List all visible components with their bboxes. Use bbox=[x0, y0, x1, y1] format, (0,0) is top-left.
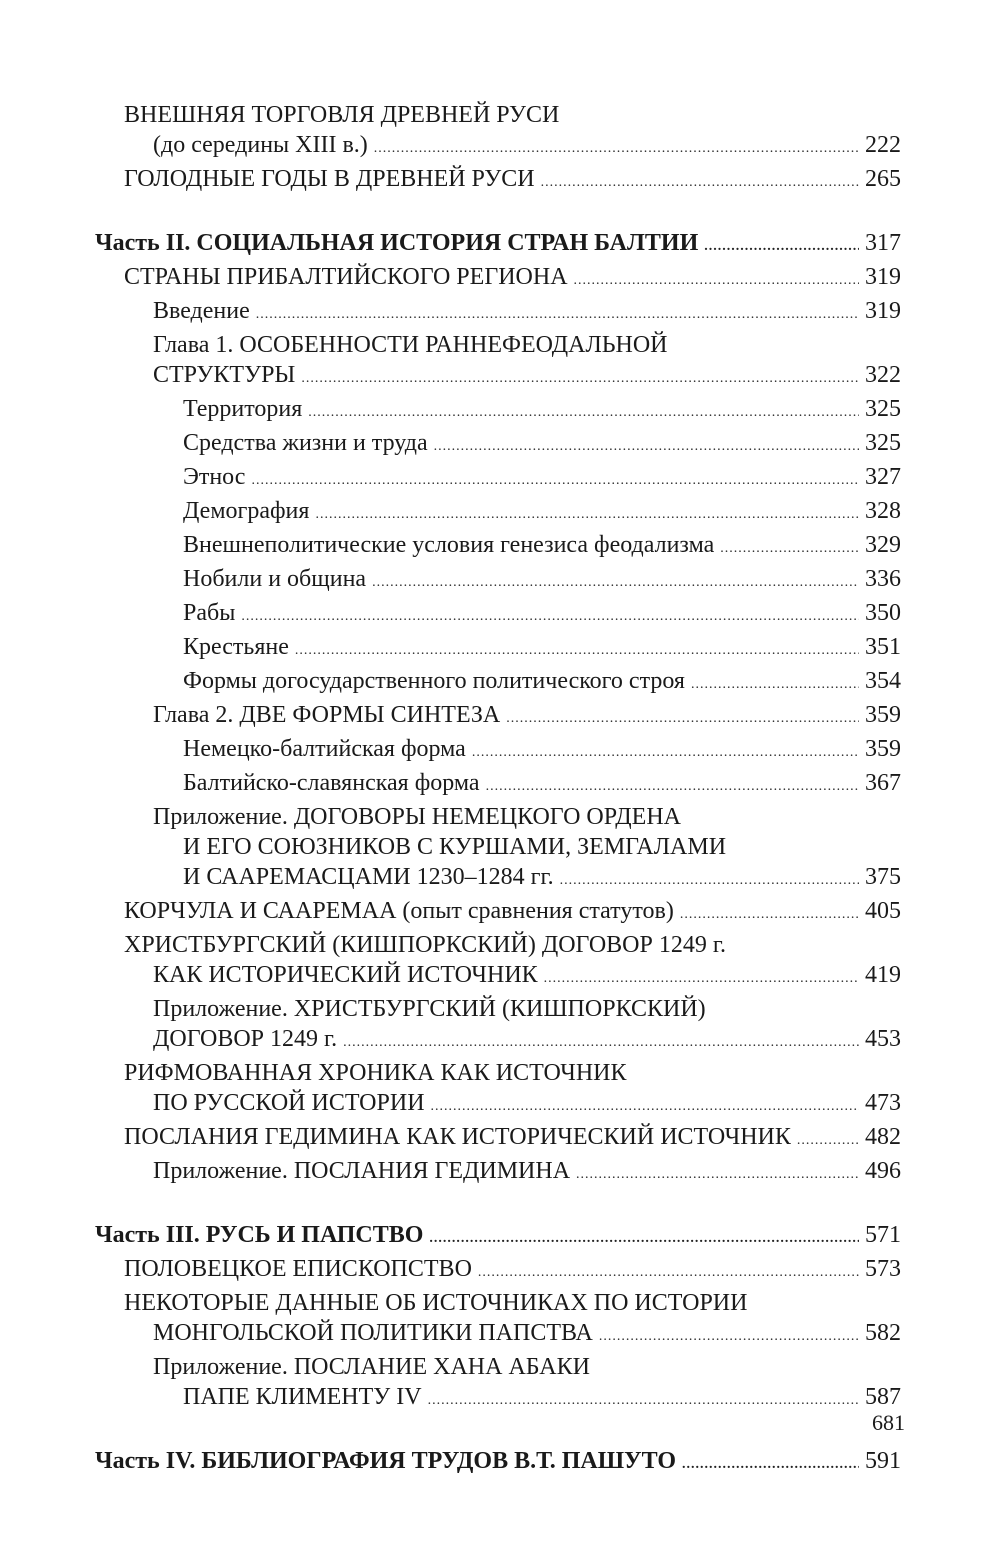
toc-line bbox=[95, 564, 901, 598]
toc-entry bbox=[95, 666, 901, 700]
toc-page-number: 482 bbox=[865, 1124, 901, 1150]
toc-line bbox=[95, 428, 901, 462]
toc-page-number: 322 bbox=[865, 362, 901, 388]
toc-entry bbox=[95, 768, 901, 802]
toc-title: Демография bbox=[183, 498, 310, 524]
toc-line bbox=[95, 1254, 901, 1288]
toc-line bbox=[95, 960, 901, 994]
dot-leader bbox=[472, 738, 859, 768]
toc-line bbox=[95, 832, 901, 862]
toc-title: Приложение. ПОСЛАНИЯ ГЕДИМИНА bbox=[153, 1158, 571, 1184]
toc-line bbox=[95, 296, 901, 330]
toc-title: ДОГОВОР 1249 г. bbox=[153, 1026, 338, 1052]
toc-title: ПОЛОВЕЦКОЕ ЕПИСКОПСТВО bbox=[124, 1256, 472, 1282]
toc-entry bbox=[95, 394, 901, 428]
toc-page-number: 325 bbox=[865, 430, 901, 456]
toc-page-number: 327 bbox=[865, 464, 901, 490]
toc-page-number: 329 bbox=[865, 532, 901, 558]
toc-entry bbox=[95, 1352, 901, 1416]
toc-entry bbox=[95, 1058, 901, 1122]
toc-title: Часть III. РУСЬ И ПАПСТВО bbox=[95, 1222, 424, 1248]
toc-entry bbox=[95, 632, 901, 666]
toc-entry bbox=[95, 1122, 901, 1156]
toc-line bbox=[95, 130, 901, 164]
toc-title: КАК ИСТОРИЧЕСКИЙ ИСТОЧНИК bbox=[153, 962, 538, 988]
toc-title: ПАПЕ КЛИМЕНТУ IV bbox=[183, 1384, 422, 1410]
dot-leader bbox=[295, 636, 859, 666]
toc-title: Немецко-балтийская форма bbox=[183, 736, 466, 762]
toc-line bbox=[95, 530, 901, 564]
toc-line bbox=[95, 1088, 901, 1122]
toc-page-number: 325 bbox=[865, 396, 901, 422]
dot-leader bbox=[343, 1028, 859, 1058]
toc-line bbox=[95, 100, 901, 130]
toc-page-number: 336 bbox=[865, 566, 901, 592]
toc-title: МОНГОЛЬСКОЙ ПОЛИТИКИ ПАПСТВА bbox=[153, 1320, 593, 1346]
toc-line bbox=[95, 164, 901, 198]
toc-entry bbox=[95, 1254, 901, 1288]
toc-page-number: 419 bbox=[865, 962, 901, 988]
toc-title: Нобили и община bbox=[183, 566, 367, 592]
toc-line bbox=[95, 1318, 901, 1352]
dot-leader bbox=[720, 534, 859, 564]
toc-title: СТРАНЫ ПРИБАЛТИЙСКОГО РЕГИОНА bbox=[124, 264, 568, 290]
toc-title: Крестьяне bbox=[183, 634, 289, 660]
toc-title: ХРИСТБУРГСКИЙ (КИШПОРКСКИЙ) ДОГОВОР 1249 г. bbox=[124, 932, 726, 958]
dot-leader bbox=[256, 300, 859, 330]
toc-page-number: 328 bbox=[865, 498, 901, 524]
toc-line bbox=[95, 394, 901, 428]
toc-page-number: 354 bbox=[865, 668, 901, 694]
toc-entry bbox=[95, 994, 901, 1058]
toc-line bbox=[95, 462, 901, 496]
toc-entry bbox=[95, 530, 901, 564]
toc-entry bbox=[95, 428, 901, 462]
toc-page-number: 350 bbox=[865, 600, 901, 626]
toc-line bbox=[95, 862, 901, 896]
dot-leader bbox=[374, 134, 859, 164]
dot-leader bbox=[308, 398, 859, 428]
dot-leader bbox=[541, 168, 859, 198]
dot-leader bbox=[241, 602, 859, 632]
toc-entry bbox=[95, 462, 901, 496]
toc-line bbox=[95, 360, 901, 394]
toc-title: Введение bbox=[153, 298, 250, 324]
toc-entry bbox=[95, 496, 901, 530]
dot-leader bbox=[428, 1386, 859, 1416]
toc-title: Приложение. ПОСЛАНИЕ ХАНА АБАКИ bbox=[153, 1354, 590, 1380]
toc-page-number: 573 bbox=[865, 1256, 901, 1282]
toc-line bbox=[95, 262, 901, 296]
toc-title: Средства жизни и труда bbox=[183, 430, 428, 456]
toc-line bbox=[95, 994, 901, 1024]
toc-title: КОРЧУЛА И СААРЕМАА (опыт сравнения статутов) bbox=[124, 898, 674, 924]
toc-entry bbox=[95, 896, 901, 930]
dot-leader bbox=[429, 1224, 859, 1254]
toc-title: Часть IV. БИБЛИОГРАФИЯ ТРУДОВ В.Т. ПАШУТО bbox=[95, 1448, 677, 1474]
dot-leader bbox=[680, 900, 859, 930]
toc-part-entry bbox=[95, 1446, 901, 1480]
toc-page-number: 319 bbox=[865, 298, 901, 324]
toc-entry bbox=[95, 734, 901, 768]
toc-entry bbox=[95, 1288, 901, 1352]
toc-title: Балтийско-славянская форма bbox=[183, 770, 480, 796]
toc-part-entry bbox=[95, 228, 901, 262]
dot-leader bbox=[560, 866, 859, 896]
page-number: 681 bbox=[872, 1410, 905, 1435]
toc-line bbox=[95, 700, 901, 734]
toc-title: РИФМОВАННАЯ ХРОНИКА КАК ИСТОЧНИК bbox=[124, 1060, 627, 1086]
toc-line bbox=[95, 930, 901, 960]
toc-line bbox=[95, 330, 901, 360]
toc-title: НЕКОТОРЫЕ ДАННЫЕ ОБ ИСТОЧНИКАХ ПО ИСТОРИИ bbox=[124, 1290, 748, 1316]
toc-title: Приложение. ДОГОВОРЫ НЕМЕЦКОГО ОРДЕНА bbox=[153, 804, 681, 830]
toc-page-number: 496 bbox=[865, 1158, 901, 1184]
toc-line bbox=[95, 896, 901, 930]
toc-title: И СААРЕМАСЦАМИ 1230–1284 гг. bbox=[183, 864, 554, 890]
toc-page-number: 222 bbox=[865, 132, 901, 158]
toc-line bbox=[95, 1288, 901, 1318]
dot-leader bbox=[544, 964, 859, 994]
toc-entry bbox=[95, 930, 901, 994]
toc-page-number: 265 bbox=[865, 166, 901, 192]
toc-line bbox=[95, 1220, 901, 1254]
toc-line bbox=[95, 1382, 901, 1416]
toc-title: Формы догосударственного политического строя bbox=[183, 668, 685, 694]
toc-title: Рабы bbox=[183, 600, 236, 626]
toc-title: СТРУКТУРЫ bbox=[153, 362, 296, 388]
toc-line bbox=[95, 228, 901, 262]
toc-entry bbox=[95, 700, 901, 734]
dot-leader bbox=[434, 432, 859, 462]
toc-title: Внешнеполитические условия генезиса феодализма bbox=[183, 532, 715, 558]
toc-line bbox=[95, 598, 901, 632]
toc-page-number: 405 bbox=[865, 898, 901, 924]
dot-leader bbox=[704, 232, 859, 262]
toc-line bbox=[95, 1024, 901, 1058]
toc-page-number: 587 bbox=[865, 1384, 901, 1410]
toc-line bbox=[95, 666, 901, 700]
toc-line bbox=[95, 1122, 901, 1156]
toc-entry bbox=[95, 296, 901, 330]
dot-leader bbox=[315, 500, 859, 530]
dot-leader bbox=[431, 1092, 859, 1122]
dot-leader bbox=[486, 772, 859, 802]
toc-line bbox=[95, 768, 901, 802]
toc-page-number: 591 bbox=[865, 1448, 901, 1474]
dot-leader bbox=[251, 466, 859, 496]
toc-title: Этнос bbox=[183, 464, 246, 490]
dot-leader bbox=[574, 266, 859, 296]
toc-page-number: 359 bbox=[865, 702, 901, 728]
toc-line bbox=[95, 802, 901, 832]
toc-page-number: 473 bbox=[865, 1090, 901, 1116]
toc-page-number: 359 bbox=[865, 736, 901, 762]
toc-entry bbox=[95, 164, 901, 198]
toc-entry bbox=[95, 100, 901, 164]
toc-part-entry bbox=[95, 1220, 901, 1254]
toc-line bbox=[95, 1156, 901, 1190]
toc-line bbox=[95, 1352, 901, 1382]
toc-line bbox=[95, 1058, 901, 1088]
toc-line bbox=[95, 1446, 901, 1480]
dot-leader bbox=[301, 364, 859, 394]
toc-entry bbox=[95, 1156, 901, 1190]
dot-leader bbox=[478, 1258, 859, 1288]
toc-page-number: 351 bbox=[865, 634, 901, 660]
dot-leader bbox=[691, 670, 859, 700]
toc-entry bbox=[95, 330, 901, 394]
dot-leader bbox=[797, 1126, 859, 1156]
toc-page-number: 582 bbox=[865, 1320, 901, 1346]
toc-page-number: 319 bbox=[865, 264, 901, 290]
dot-leader bbox=[599, 1322, 859, 1352]
dot-leader bbox=[682, 1450, 859, 1480]
toc-title: И ЕГО СОЮЗНИКОВ С КУРШАМИ, ЗЕМГАЛАМИ bbox=[183, 834, 727, 860]
table-of-contents bbox=[95, 100, 901, 1480]
toc-line bbox=[95, 496, 901, 530]
toc-title: ПОСЛАНИЯ ГЕДИМИНА КАК ИСТОРИЧЕСКИЙ ИСТОЧНИК bbox=[124, 1124, 791, 1150]
toc-page-number: 453 bbox=[865, 1026, 901, 1052]
toc-title: Территория bbox=[183, 396, 303, 422]
toc-entry bbox=[95, 564, 901, 598]
toc-line bbox=[95, 734, 901, 768]
toc-page-number: 367 bbox=[865, 770, 901, 796]
toc-title: ГОЛОДНЫЕ ГОДЫ В ДРЕВНЕЙ РУСИ bbox=[124, 166, 535, 192]
toc-entry bbox=[95, 598, 901, 632]
toc-entry bbox=[95, 262, 901, 296]
toc-page-number: 571 bbox=[865, 1222, 901, 1248]
toc-page-number: 375 bbox=[865, 864, 901, 890]
dot-leader bbox=[576, 1160, 859, 1190]
toc-title: Часть II. СОЦИАЛЬНАЯ ИСТОРИЯ СТРАН БАЛТИИ bbox=[95, 230, 699, 256]
toc-title: Глава 1. ОСОБЕННОСТИ РАННЕФЕОДАЛЬНОЙ bbox=[153, 332, 668, 358]
toc-page-number: 317 bbox=[865, 230, 901, 256]
toc-title: ВНЕШНЯЯ ТОРГОВЛЯ ДРЕВНЕЙ РУСИ bbox=[124, 102, 560, 128]
toc-line bbox=[95, 632, 901, 666]
toc-title: Приложение. ХРИСТБУРГСКИЙ (КИШПОРКСКИЙ) bbox=[153, 996, 706, 1022]
toc-entry bbox=[95, 802, 901, 896]
toc-title: (до середины XIII в.) bbox=[153, 132, 368, 158]
dot-leader bbox=[506, 704, 859, 734]
toc-title: ПО РУССКОЙ ИСТОРИИ bbox=[153, 1090, 425, 1116]
toc-title: Глава 2. ДВЕ ФОРМЫ СИНТЕЗА bbox=[153, 702, 501, 728]
dot-leader bbox=[372, 568, 859, 598]
